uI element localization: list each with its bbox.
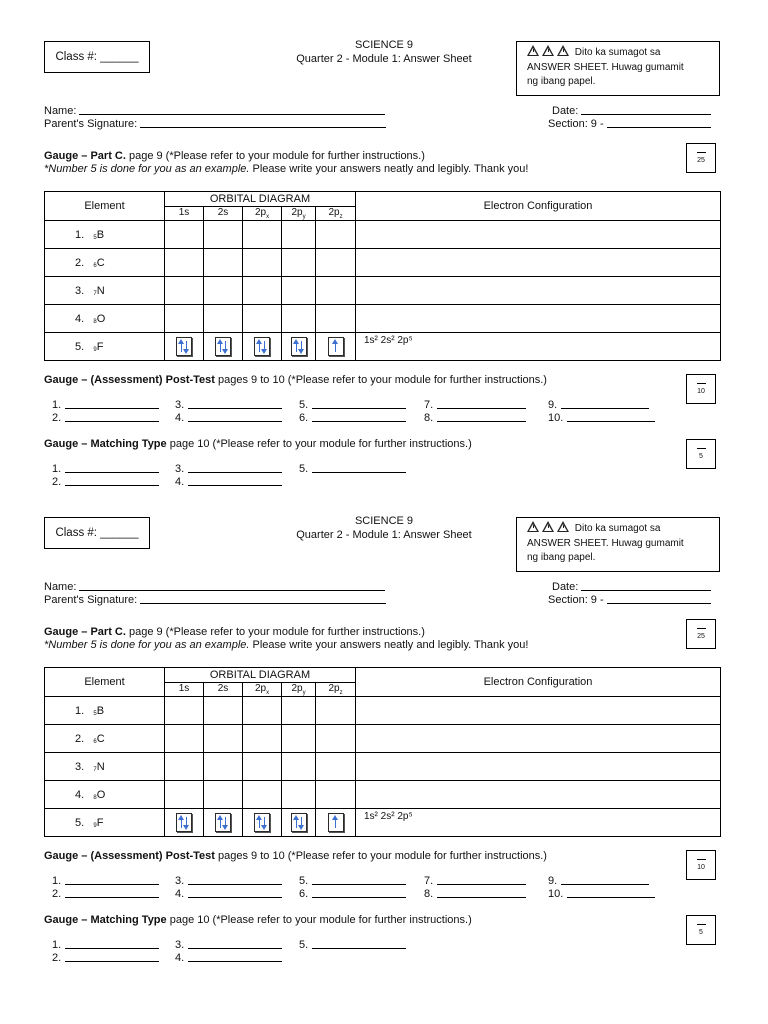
- post-test-answer-5[interactable]: 5.: [299, 398, 406, 412]
- orbital-arrow-box: [291, 813, 307, 832]
- orbital-cell[interactable]: [316, 781, 356, 809]
- orbital-cell[interactable]: [243, 781, 282, 809]
- orbital-cell[interactable]: [316, 249, 356, 277]
- orbital-cell[interactable]: [204, 305, 243, 333]
- orbital-cell[interactable]: [316, 725, 356, 753]
- parent-signature-field[interactable]: Parent's Signature:: [44, 117, 386, 131]
- matching-answer-5[interactable]: 5.: [299, 462, 406, 476]
- orbital-cell[interactable]: [243, 753, 282, 781]
- post-test-answer-8[interactable]: 8.: [424, 411, 526, 425]
- orbital-cell[interactable]: [282, 305, 316, 333]
- table-row: [45, 333, 721, 361]
- matching-answer-3[interactable]: 3.: [175, 938, 282, 952]
- warning-note: Dito ka sumagot sa ANSWER SHEET. Huwag gumamit ng ibang papel.: [516, 517, 720, 572]
- post-test-answer-10[interactable]: 10.: [548, 887, 655, 901]
- orbital-cell[interactable]: [243, 221, 282, 249]
- electron-config-cell[interactable]: [356, 781, 721, 809]
- orbital-label: 2s: [204, 207, 243, 221]
- electron-config-value: 1s² 2s² 2p⁵: [364, 811, 413, 822]
- answer-sheet-2: [0, 476, 768, 964]
- orbital-cell[interactable]: [165, 725, 204, 753]
- warning-note: Dito ka sumagot sa ANSWER SHEET. Huwag gumamit ng ibang papel.: [516, 41, 720, 96]
- orbital-cell[interactable]: [243, 697, 282, 725]
- orbital-cell[interactable]: [316, 221, 356, 249]
- row-number: 5.: [75, 340, 85, 353]
- orbital-arrow-box: [215, 337, 231, 356]
- orbital-cell[interactable]: [165, 305, 204, 333]
- element-symbol: O: [96, 788, 106, 801]
- row-number: 4.: [75, 788, 85, 801]
- table-row: [45, 305, 721, 333]
- spin-down-arrow-icon: [225, 817, 226, 828]
- spin-down-arrow-icon: [301, 341, 302, 352]
- orbital-cell[interactable]: [282, 221, 316, 249]
- orbital-cell[interactable]: [204, 221, 243, 249]
- orbital-label: 1s: [165, 207, 204, 221]
- orbital-label: 2s: [204, 683, 243, 697]
- spin-up-arrow-icon: [335, 341, 336, 352]
- orbital-cell[interactable]: [165, 277, 204, 305]
- orbital-cell[interactable]: [165, 781, 204, 809]
- element-symbol: N: [96, 284, 105, 297]
- orbital-arrow-box: [328, 337, 344, 356]
- atomic-number: 8: [93, 318, 97, 325]
- post-test-answer-1[interactable]: 1.: [52, 874, 159, 888]
- atomic-number: 9: [93, 346, 97, 353]
- matching-answer-1[interactable]: 1.: [52, 462, 159, 476]
- date-field[interactable]: Date:: [552, 580, 711, 594]
- row-number: 1.: [75, 228, 85, 241]
- matching-answer-2[interactable]: 2.: [52, 475, 159, 489]
- post-test-answer-5[interactable]: 5.: [299, 874, 406, 888]
- orbital-cell[interactable]: [243, 277, 282, 305]
- electron-config-cell[interactable]: [356, 305, 721, 333]
- atomic-number: 5: [93, 710, 97, 717]
- sheet-title: SCIENCE 9 Quarter 2 - Module 1: Answer Sheet: [296, 515, 472, 541]
- orbital-cell: [243, 809, 282, 837]
- post-test-heading: Gauge – (Assessment) Post-Test pages 9 to 10 (*Please refer to your module for further instructions.): [44, 374, 547, 386]
- post-test-answer-4[interactable]: 4.: [175, 411, 282, 425]
- orbital-cell[interactable]: [243, 305, 282, 333]
- orbital-cell: [282, 809, 316, 837]
- orbital-cell[interactable]: [204, 753, 243, 781]
- element-cell: [45, 725, 165, 753]
- table-row: [45, 725, 721, 753]
- electron-config-cell[interactable]: [356, 725, 721, 753]
- part-c-score-box: 25: [686, 143, 716, 173]
- name-field[interactable]: Name:: [44, 104, 385, 118]
- matching-answer-4[interactable]: 4.: [175, 475, 282, 489]
- post-test-heading: Gauge – (Assessment) Post-Test pages 9 to 10 (*Please refer to your module for further instructions.): [44, 850, 547, 862]
- date-field[interactable]: Date:: [552, 104, 711, 118]
- element-symbol: B: [96, 704, 105, 717]
- warning-icon: [527, 45, 539, 56]
- orbital-cell[interactable]: [282, 725, 316, 753]
- orbital-arrow-box: [328, 813, 344, 832]
- matching-answer-1[interactable]: 1.: [52, 938, 159, 952]
- element-symbol: F: [96, 816, 104, 829]
- post-test-answer-9[interactable]: 9.: [548, 874, 649, 888]
- orbital-cell: [282, 333, 316, 361]
- warning-icon: [542, 45, 554, 56]
- post-test-score-box: 10: [686, 374, 716, 404]
- table-row: [45, 249, 721, 277]
- orbital-arrow-box: [254, 337, 270, 356]
- spin-down-arrow-icon: [225, 341, 226, 352]
- electron-config-cell[interactable]: [356, 697, 721, 725]
- electron-config-value: 1s² 2s² 2p⁵: [364, 335, 413, 346]
- orbital-arrow-box: [254, 813, 270, 832]
- electron-config-cell: [356, 333, 721, 361]
- name-field[interactable]: Name:: [44, 580, 385, 594]
- element-header: Element: [45, 668, 165, 697]
- spin-down-arrow-icon: [186, 817, 187, 828]
- element-symbol: F: [96, 340, 104, 353]
- post-test-answer-2[interactable]: 2.: [52, 887, 159, 901]
- orbital-cell: [204, 333, 243, 361]
- orbital-cell: [316, 809, 356, 837]
- matching-answer-5[interactable]: 5.: [299, 938, 406, 952]
- electron-config-header: Electron Configuration: [356, 668, 721, 697]
- orbital-cell[interactable]: [165, 753, 204, 781]
- element-symbol: N: [96, 760, 105, 773]
- electron-config-cell[interactable]: [356, 753, 721, 781]
- row-number: 5.: [75, 816, 85, 829]
- parent-signature-field[interactable]: Parent's Signature:: [44, 593, 386, 607]
- orbital-cell[interactable]: [282, 249, 316, 277]
- orbital-arrow-box: [291, 337, 307, 356]
- element-cell: [45, 753, 165, 781]
- matching-heading: Gauge – Matching Type page 10 (*Please refer to your module for further instructions.): [44, 914, 472, 926]
- electron-config-cell[interactable]: [356, 249, 721, 277]
- post-test-answer-7[interactable]: 7.: [424, 398, 526, 412]
- orbital-cell[interactable]: [204, 781, 243, 809]
- orbital-arrow-box: [215, 813, 231, 832]
- orbital-arrow-box: [176, 337, 192, 356]
- matching-answer-3[interactable]: 3.: [175, 462, 282, 476]
- element-symbol: O: [96, 312, 106, 325]
- element-cell: [45, 333, 165, 361]
- matching-score-box: 5: [686, 915, 716, 945]
- electron-config-cell: [356, 809, 721, 837]
- row-number: 4.: [75, 312, 85, 325]
- warning-icon: [527, 521, 539, 532]
- spin-down-arrow-icon: [264, 817, 265, 828]
- table-row: [45, 781, 721, 809]
- section-field[interactable]: Section: 9 -: [548, 117, 711, 131]
- orbital-diagram-table: [44, 191, 721, 361]
- post-test-answer-2[interactable]: 2.: [52, 411, 159, 425]
- element-cell: [45, 249, 165, 277]
- orbital-cell[interactable]: [316, 697, 356, 725]
- atomic-number: 6: [93, 262, 97, 269]
- orbital-cell[interactable]: [165, 249, 204, 277]
- answer-sheet-1: [0, 0, 768, 488]
- spin-down-arrow-icon: [186, 341, 187, 352]
- orbital-cell[interactable]: [316, 305, 356, 333]
- orbital-diagram-header: ORBITAL DIAGRAM: [165, 192, 356, 207]
- orbital-label: $2p_x$: [243, 683, 282, 697]
- matching-score-box: 5: [686, 439, 716, 469]
- orbital-cell: [243, 333, 282, 361]
- orbital-cell: [165, 809, 204, 837]
- post-test-answer-7[interactable]: 7.: [424, 874, 526, 888]
- post-test-answer-10[interactable]: 10.: [548, 411, 655, 425]
- element-symbol: C: [96, 732, 105, 745]
- table-row: [45, 221, 721, 249]
- orbital-arrow-box: [176, 813, 192, 832]
- orbital-cell[interactable]: [204, 249, 243, 277]
- orbital-cell[interactable]: [165, 697, 204, 725]
- class-number-box[interactable]: Class #: ______: [44, 517, 150, 549]
- row-number: 3.: [75, 760, 85, 773]
- element-symbol: C: [96, 256, 105, 269]
- atomic-number: 7: [93, 766, 97, 773]
- post-test-answer-4[interactable]: 4.: [175, 887, 282, 901]
- post-test-score-box: 10: [686, 850, 716, 880]
- atomic-number: 6: [93, 738, 97, 745]
- spin-up-arrow-icon: [335, 817, 336, 828]
- element-cell: [45, 809, 165, 837]
- matching-heading: Gauge – Matching Type page 10 (*Please refer to your module for further instructions.): [44, 438, 472, 450]
- orbital-cell[interactable]: [282, 781, 316, 809]
- table-row: [45, 809, 721, 837]
- matching-answer-4[interactable]: 4.: [175, 951, 282, 965]
- part-c-note: *Number 5 is done for you as an example. Please write your answers neatly and legibly. Thank you!: [44, 163, 529, 175]
- row-number: 1.: [75, 704, 85, 717]
- atomic-number: 7: [93, 290, 97, 297]
- orbital-diagram-header: ORBITAL DIAGRAM: [165, 668, 356, 683]
- electron-config-cell[interactable]: [356, 221, 721, 249]
- element-cell: [45, 781, 165, 809]
- orbital-cell[interactable]: [282, 753, 316, 781]
- table-row: [45, 277, 721, 305]
- orbital-cell: [204, 809, 243, 837]
- orbital-label: $2p_y$: [282, 683, 316, 697]
- orbital-cell[interactable]: [282, 697, 316, 725]
- orbital-label: $2p_x$: [243, 207, 282, 221]
- element-header: Element: [45, 192, 165, 221]
- spin-down-arrow-icon: [301, 817, 302, 828]
- warning-icon: [557, 521, 569, 532]
- post-test-answer-1[interactable]: 1.: [52, 398, 159, 412]
- part-c-score-box: 25: [686, 619, 716, 649]
- element-cell: [45, 277, 165, 305]
- orbital-label: $2p_z$: [316, 683, 356, 697]
- orbital-cell[interactable]: [243, 249, 282, 277]
- warning-icon: [542, 521, 554, 532]
- post-test-answer-6[interactable]: 6.: [299, 887, 406, 901]
- orbital-cell[interactable]: [204, 725, 243, 753]
- post-test-answer-9[interactable]: 9.: [548, 398, 649, 412]
- electron-config-header: Electron Configuration: [356, 192, 721, 221]
- row-number: 2.: [75, 256, 85, 269]
- class-number-box[interactable]: Class #: ______: [44, 41, 150, 73]
- orbital-label: 1s: [165, 683, 204, 697]
- orbital-cell[interactable]: [243, 725, 282, 753]
- post-test-answer-8[interactable]: 8.: [424, 887, 526, 901]
- post-test-answer-3[interactable]: 3.: [175, 398, 282, 412]
- post-test-answer-6[interactable]: 6.: [299, 411, 406, 425]
- orbital-cell[interactable]: [165, 221, 204, 249]
- part-c-heading: Gauge – Part C. page 9 (*Please refer to your module for further instructions.): [44, 626, 425, 638]
- orbital-cell[interactable]: [204, 277, 243, 305]
- part-c-note: *Number 5 is done for you as an example. Please write your answers neatly and legibly. Thank you!: [44, 639, 529, 651]
- matching-answer-2[interactable]: 2.: [52, 951, 159, 965]
- element-cell: [45, 697, 165, 725]
- section-field[interactable]: Section: 9 -: [548, 593, 711, 607]
- orbital-cell: [316, 333, 356, 361]
- spin-down-arrow-icon: [264, 341, 265, 352]
- table-row: [45, 697, 721, 725]
- part-c-heading: Gauge – Part C. page 9 (*Please refer to your module for further instructions.): [44, 150, 425, 162]
- atomic-number: 5: [93, 234, 97, 241]
- orbital-cell[interactable]: [282, 277, 316, 305]
- element-cell: [45, 305, 165, 333]
- row-number: 2.: [75, 732, 85, 745]
- post-test-answer-3[interactable]: 3.: [175, 874, 282, 888]
- orbital-cell: [165, 333, 204, 361]
- orbital-cell[interactable]: [316, 753, 356, 781]
- warning-icon: [557, 45, 569, 56]
- atomic-number: 9: [93, 822, 97, 829]
- table-row: [45, 753, 721, 781]
- orbital-cell[interactable]: [204, 697, 243, 725]
- atomic-number: 8: [93, 794, 97, 801]
- element-cell: [45, 221, 165, 249]
- orbital-cell[interactable]: [316, 277, 356, 305]
- electron-config-cell[interactable]: [356, 277, 721, 305]
- orbital-diagram-table: [44, 667, 721, 837]
- sheet-title: SCIENCE 9 Quarter 2 - Module 1: Answer Sheet: [296, 39, 472, 65]
- row-number: 3.: [75, 284, 85, 297]
- element-symbol: B: [96, 228, 105, 241]
- orbital-label: $2p_y$: [282, 207, 316, 221]
- orbital-label: $2p_z$: [316, 207, 356, 221]
